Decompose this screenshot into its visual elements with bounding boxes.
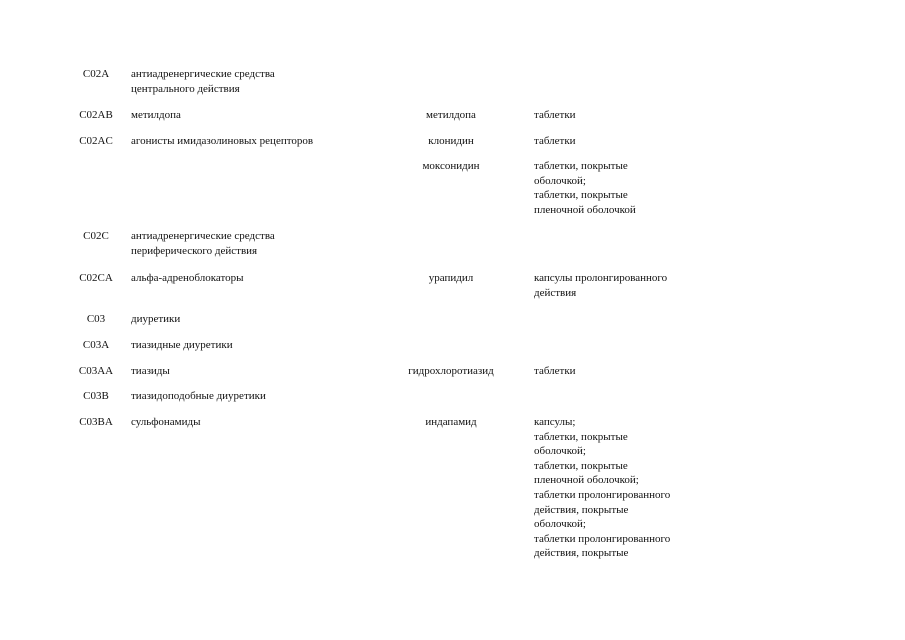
atc-code: C02CA: [79, 272, 113, 284]
group-name: [131, 389, 401, 404]
dosage-form-line: пленочной оболочкой: [534, 203, 636, 216]
group-name-line: центрального действия: [131, 82, 240, 95]
atc-code: C02C: [83, 230, 109, 242]
group-name: [131, 229, 401, 258]
dosage-forms: [534, 415, 734, 561]
dosage-form-line: таблетки, покрытые: [534, 189, 628, 202]
group-name-line: метилдопа: [131, 109, 181, 121]
group-name: [131, 108, 401, 123]
atc-code: C02AB: [79, 109, 113, 121]
dosage-form-line: таблетки, покрытые: [534, 459, 628, 472]
group-name: [131, 312, 401, 327]
dosage-form-line: таблетки: [534, 365, 576, 377]
dosage-form-line: действия, покрытые: [534, 503, 629, 516]
dosage-form-line: таблетки пролонгированного: [534, 532, 671, 545]
atc-code: C03BA: [79, 416, 113, 428]
group-name: [131, 415, 401, 430]
dosage-form-line: действия, покрытые: [534, 547, 629, 560]
group-name-line: тиазиды: [131, 365, 170, 377]
drug-name: клонидин: [428, 135, 474, 147]
drug-name: урапидил: [428, 272, 474, 284]
group-name-line: тиазидные диуретики: [131, 339, 233, 351]
dosage-forms: [534, 108, 734, 123]
dosage-forms: [534, 271, 734, 300]
dosage-form-line: пленочной оболочкой;: [534, 474, 639, 487]
group-name: [131, 134, 401, 149]
dosage-forms: [534, 364, 734, 379]
group-name-line: периферического действия: [131, 244, 258, 257]
atc-code: C03AA: [78, 365, 114, 377]
group-name: [131, 364, 401, 379]
dosage-forms: [534, 159, 734, 217]
group-name-line: антиадренергические средства: [131, 230, 275, 242]
group-name: [131, 271, 401, 286]
dosage-form-line: капсулы пролонгированного: [534, 272, 668, 284]
group-name-line: сульфонамиды: [131, 416, 201, 428]
atc-code: C02A: [82, 68, 110, 80]
group-name-line: альфа-адреноблокаторы: [131, 272, 244, 284]
drug-name: моксонидин: [422, 160, 480, 172]
group-name-line: тиазидоподобные диуретики: [131, 390, 266, 402]
group-name-line: диуретики: [131, 313, 181, 325]
drug-name: индапамид: [425, 416, 477, 428]
dosage-form-line: оболочкой;: [534, 445, 586, 458]
group-name-line: антиадренергические средства: [131, 68, 275, 80]
atc-code: C03B: [83, 390, 109, 402]
group-name: [131, 338, 401, 353]
drug-name: метилдопа: [426, 109, 476, 121]
dosage-form-line: оболочкой;: [534, 518, 586, 531]
dosage-form-line: действия: [534, 286, 577, 299]
dosage-form-line: таблетки пролонгированного: [534, 488, 671, 501]
dosage-form-line: таблетки, покрытые: [534, 160, 628, 172]
dosage-form-line: таблетки: [534, 135, 576, 147]
dosage-form-line: оболочкой;: [534, 174, 586, 187]
drug-name: гидрохлоротиазид: [408, 365, 494, 377]
atc-code: C03: [86, 313, 106, 325]
atc-code: C02AC: [79, 135, 113, 147]
group-name-line: агонисты имидазолиновых рецепторов: [131, 135, 314, 147]
dosage-form-line: таблетки, покрытые: [534, 430, 628, 443]
atc-code: C03A: [82, 339, 110, 351]
dosage-form-line: таблетки: [534, 109, 576, 121]
group-name: [131, 67, 401, 96]
dosage-forms: [534, 134, 734, 149]
dosage-form-line: капсулы;: [534, 416, 576, 428]
